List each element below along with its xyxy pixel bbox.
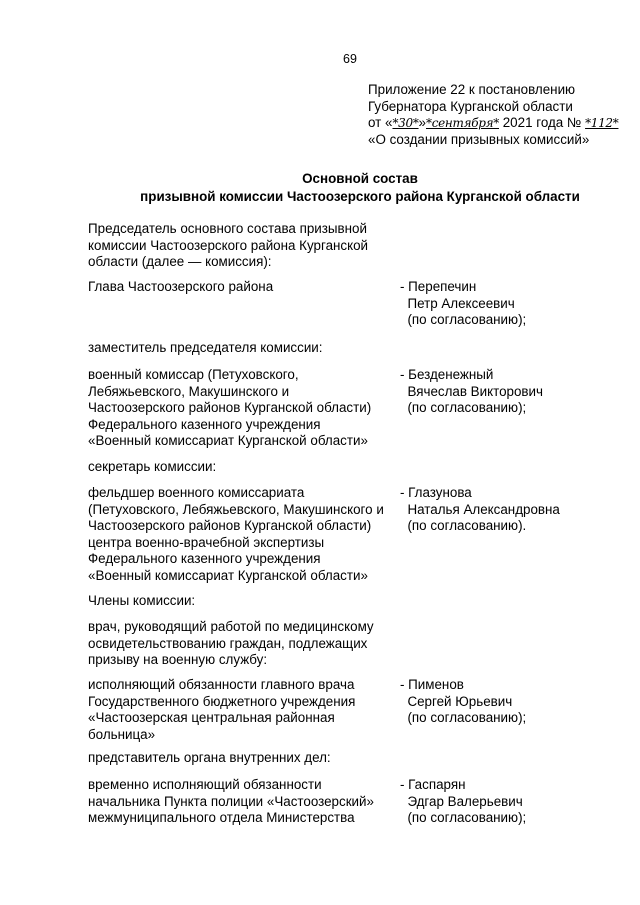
- position-line: Частоозерского районов Курганской области): [88, 400, 372, 416]
- position-line: Федерального казенного учреждения: [88, 416, 321, 432]
- position-line: врач, руководящий работой по медицинскому: [88, 619, 374, 634]
- entry-position: [88, 459, 400, 476]
- position-line: комиссии Частоозерского района Курганской: [88, 237, 369, 253]
- position-line: больница»: [88, 726, 156, 742]
- title-line-2: призывной комиссии Частоозерского района Курганской области: [140, 189, 580, 204]
- entry-person: [400, 367, 620, 417]
- entry-person: [400, 279, 620, 329]
- entry-position: [88, 485, 400, 585]
- entry-position: [88, 279, 400, 296]
- position-line: начальника Пункта полиции «Частоозерский»: [88, 793, 374, 809]
- entry-position: [88, 677, 400, 743]
- appendix-line-3: [368, 115, 618, 132]
- person-line: (по согласованию);: [400, 312, 527, 328]
- position-line: Члены комиссии:: [88, 593, 196, 608]
- position-line: Государственного бюджетного учреждения: [88, 693, 356, 709]
- position-line: представитель органа внутренних дел:: [88, 750, 331, 765]
- person-line: Сергей Юрьевич: [400, 693, 513, 709]
- position-line: «Военный комиссариат Курганской области»: [88, 433, 368, 449]
- person-line: (по согласованию);: [400, 710, 527, 726]
- position-line: Председатель основного состава призывной: [88, 221, 367, 236]
- person-line: (по согласованию);: [400, 810, 527, 826]
- appendix-date-prefix: от «: [368, 115, 393, 131]
- page-number: 69: [343, 52, 357, 66]
- position-line: Федерального казенного учреждения: [88, 551, 321, 567]
- position-line: освидетельствованию граждан, подлежащих: [88, 635, 368, 651]
- position-line: Частоозерского районов Курганской области): [88, 518, 372, 534]
- entry-position: [88, 221, 400, 271]
- position-line: исполняющий обязанности главного врача: [88, 677, 355, 692]
- entry-position: [88, 593, 400, 610]
- appendix-line-4: «О создании призывных комиссий»: [368, 131, 590, 147]
- entry-person: [400, 677, 620, 727]
- person-line: Петр Алексеевич: [400, 295, 515, 311]
- entry-position: [88, 619, 400, 669]
- person-line: (по согласованию).: [400, 518, 527, 534]
- person-line: - Пименов: [400, 677, 464, 692]
- handwritten-month: *сентября*: [426, 116, 500, 131]
- position-line: Лебяжьевского, Макушинского и: [88, 383, 290, 399]
- appendix-year: 2021 года №: [499, 115, 586, 131]
- position-line: военный комиссар (Петуховского,: [88, 367, 299, 382]
- person-line: Эдгар Валерьевич: [400, 793, 523, 809]
- entry-person: [400, 777, 620, 827]
- entry-position: [88, 750, 400, 767]
- entry-position: [88, 367, 400, 450]
- person-line: Вячеслав Викторович: [400, 383, 544, 399]
- entry-person: [400, 485, 620, 535]
- position-line: фельдшер военного комиссариата: [88, 485, 305, 500]
- position-line: «Частоозерская центральная районная: [88, 710, 335, 726]
- position-line: (Петуховского, Лебяжьевского, Макушинского и: [88, 501, 384, 517]
- handwritten-day: *30*: [392, 116, 419, 131]
- title-line-1: Основной состав: [302, 171, 418, 186]
- appendix-line-2: Губернатора Курганской области: [368, 98, 573, 114]
- appendix-header: [368, 82, 618, 148]
- document-title: [0, 171, 640, 207]
- person-line: - Гаспарян: [400, 777, 466, 792]
- appendix-date-mid: »: [418, 115, 426, 131]
- entry-position: [88, 340, 400, 357]
- appendix-line-1: Приложение 22 к постановлению: [368, 82, 576, 97]
- position-line: области (далее — комиссия):: [88, 254, 272, 270]
- person-line: - Безденежный: [400, 367, 494, 382]
- position-line: «Военный комиссариат Курганской области»: [88, 567, 368, 583]
- position-line: Глава Частоозерского района: [88, 279, 274, 294]
- person-line: - Перепечин: [400, 279, 477, 294]
- position-line: секретарь комиссии:: [88, 459, 217, 474]
- person-line: Наталья Александровна: [400, 501, 560, 517]
- position-line: межмуниципального отдела Министерства: [88, 810, 355, 826]
- person-line: (по согласованию);: [400, 400, 527, 416]
- position-line: центра военно-врачебной экспертизы: [88, 534, 325, 550]
- person-line: - Глазунова: [400, 485, 472, 500]
- position-line: временно исполняющий обязанности: [88, 777, 322, 792]
- position-line: призыву на военную службу:: [88, 652, 268, 668]
- handwritten-doc-number: *112*: [585, 116, 619, 131]
- position-line: заместитель председателя комиссии:: [88, 340, 323, 355]
- entry-position: [88, 777, 400, 827]
